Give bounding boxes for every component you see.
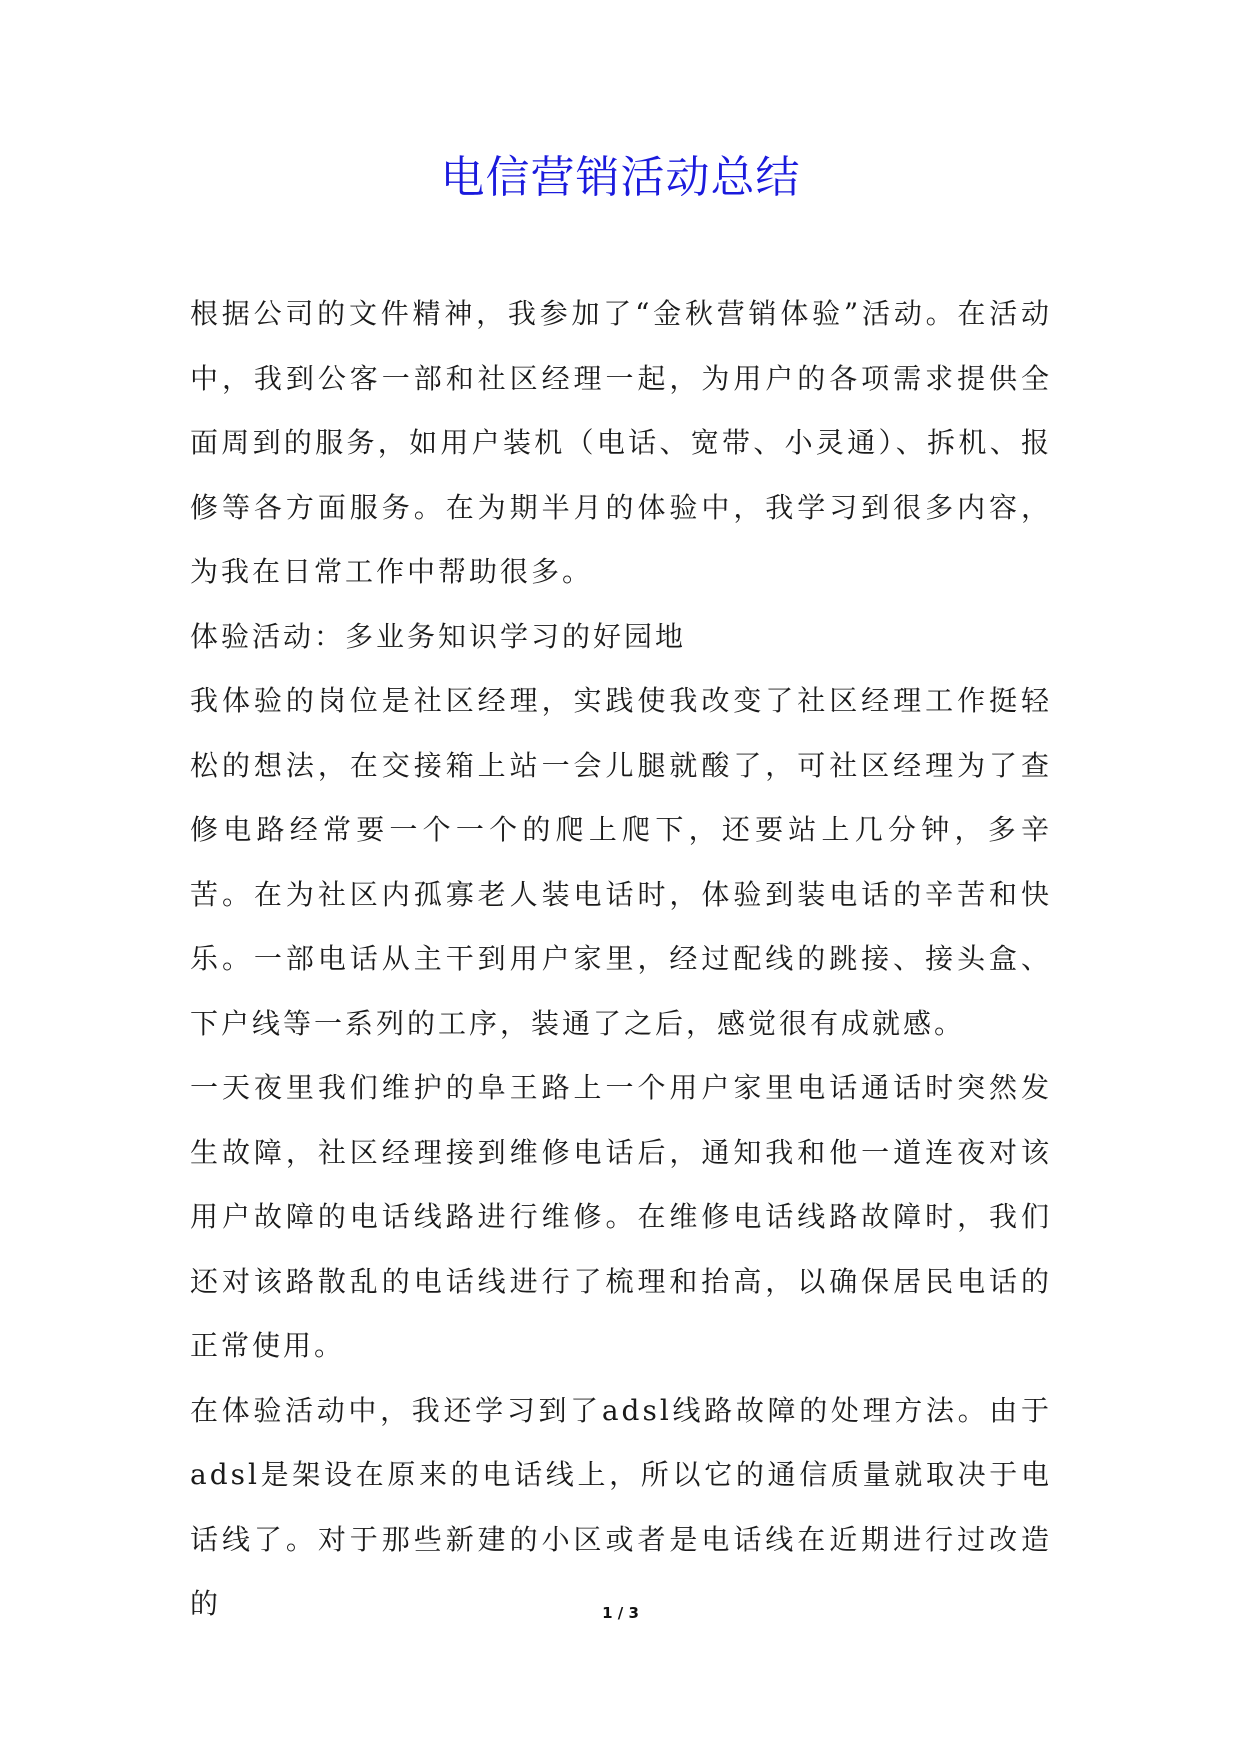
document-title: 电信营销活动总结 bbox=[440, 152, 801, 203]
paragraph-experience: 我体验的岗位是社区经理，实践使我改变了社区经理工作挺轻松的想法，在交接箱上站一会儿腿就酸了，可社区经理为了查修电路经常要一个一个的爬上爬下，还要站上几分钟，多辛苦。在为社区内孤寡老人装电话时，体验到装电话的辛苦和快乐。一部电话从主干到用户家里，经过配线的跳接、接头盒、下户线等一系列的工序，装通了之后，感觉很有成就感。 bbox=[190, 684, 1052, 1040]
paragraph-night-repair: 一天夜里我们维护的阜王路上一个用户家里电话通话时突然发生故障，社区经理接到维修电话后，通知我和他一道连夜对该用户故障的电话线路进行维修。在维修电话线路故障时，我们还对该路散乱的电话线进行了梳理和抬高，以确保居民电话的正常使用。 bbox=[190, 1071, 1052, 1362]
paragraph-intro: 根据公司的文件精神，我参加了“金秋营销体验”活动。在活动中，我到公客一部和社区经理一起，为用户的各项需求提供全面周到的服务，如用户装机（电话、宽带、小灵通）、拆机、报修等各方面服务。在为期半月的体验中，我学习到很多内容，为我在日常工作中帮助很多。 bbox=[190, 297, 1052, 588]
paragraph-subheading: 体验活动：多业务知识学习的好园地 bbox=[190, 619, 687, 653]
page-number: 1 / 3 bbox=[602, 1604, 639, 1622]
paragraph-adsl: 在体验活动中，我还学习到了adsl线路故障的处理方法。由于adsl是架设在原来的电话线上，所以它的通信质量就取决于电话线了。对于那些新建的小区或者是电话线在近期进行过改造的 bbox=[190, 1393, 1052, 1620]
document-body bbox=[190, 282, 1052, 1637]
